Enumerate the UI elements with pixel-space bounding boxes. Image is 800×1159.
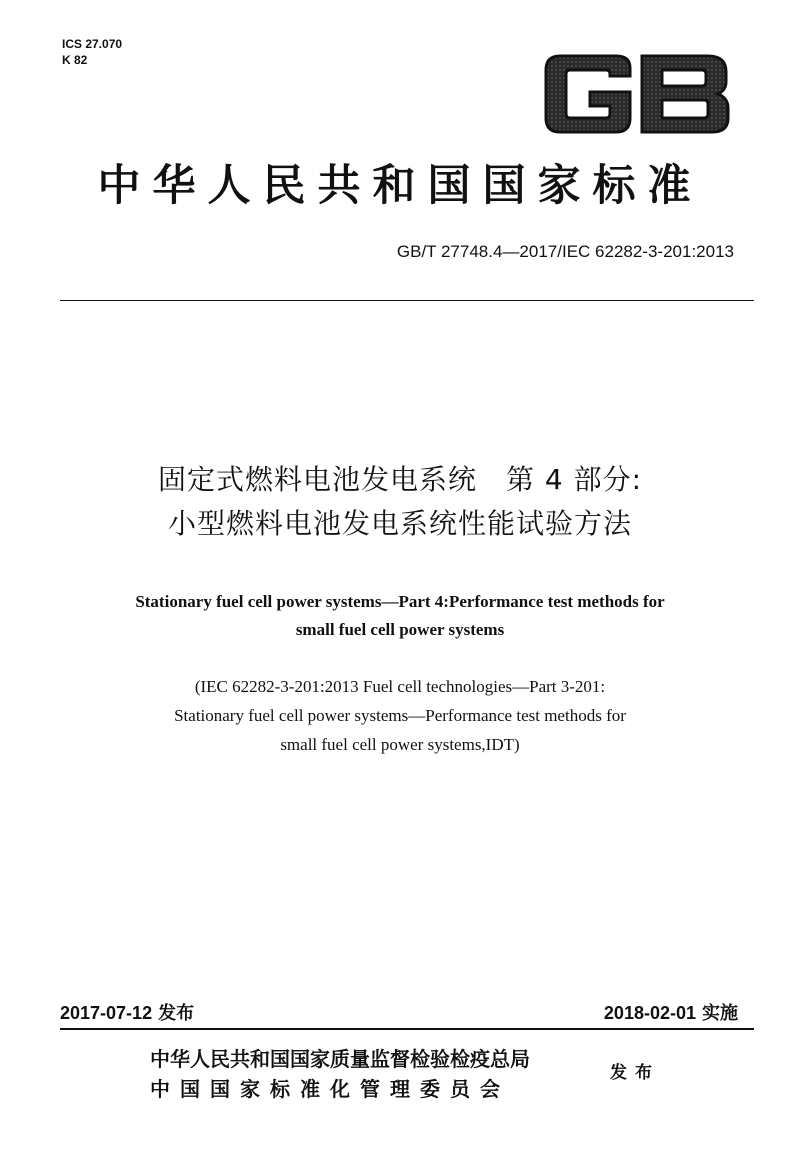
issue-date-value: 2017-07-12 [60, 1003, 153, 1023]
adoption-note-line-3: small fuel cell power systems,IDT) [280, 735, 520, 754]
adoption-note-line-2: Stationary fuel cell power systems—Performance test methods for [174, 706, 626, 725]
adoption-note [0, 672, 800, 759]
implementation-date-label: 实施 [702, 1003, 738, 1024]
english-title-line-1: Stationary fuel cell power systems—Part 4:Performance test methods for [135, 592, 665, 611]
classification-codes [62, 36, 122, 68]
header-divider [60, 300, 754, 301]
standard-number: GB/T 27748.4—2017/IEC 62282-3-201:2013 [396, 242, 734, 261]
publish-label: 发布 [610, 1063, 660, 1083]
issuing-authorities [150, 1044, 530, 1104]
implementation-date [604, 1002, 738, 1025]
chinese-title [0, 458, 800, 546]
gb-logo-icon [538, 48, 736, 140]
ics-code: ICS 27.070 [62, 37, 123, 51]
standard-heading: 中华人民共和国国家标准 [97, 161, 703, 211]
issue-date-label: 发布 [158, 1003, 195, 1024]
english-title [0, 588, 800, 644]
adoption-note-line-1: (IEC 62282-3-201:2013 Fuel cell technologies—Part 3-201: [194, 677, 606, 696]
issue-date [60, 1002, 194, 1025]
chinese-title-line-2: 小型燃料电池发电系统性能试验方法 [167, 507, 632, 540]
chinese-title-line-1: 固定式燃料电池发电系统 第 4 部分: [157, 463, 643, 496]
implementation-date-value: 2018-02-01 [603, 1003, 696, 1023]
issuer-aqsiq: 中华人民共和国国家质量监督检验检疫总局 [150, 1047, 530, 1071]
issuer-sac: 中国国家标准化管理委员会 [150, 1077, 510, 1101]
english-title-line-2: small fuel cell power systems [295, 620, 505, 639]
ccs-code: K 82 [62, 53, 88, 67]
footer-divider [60, 1028, 754, 1030]
